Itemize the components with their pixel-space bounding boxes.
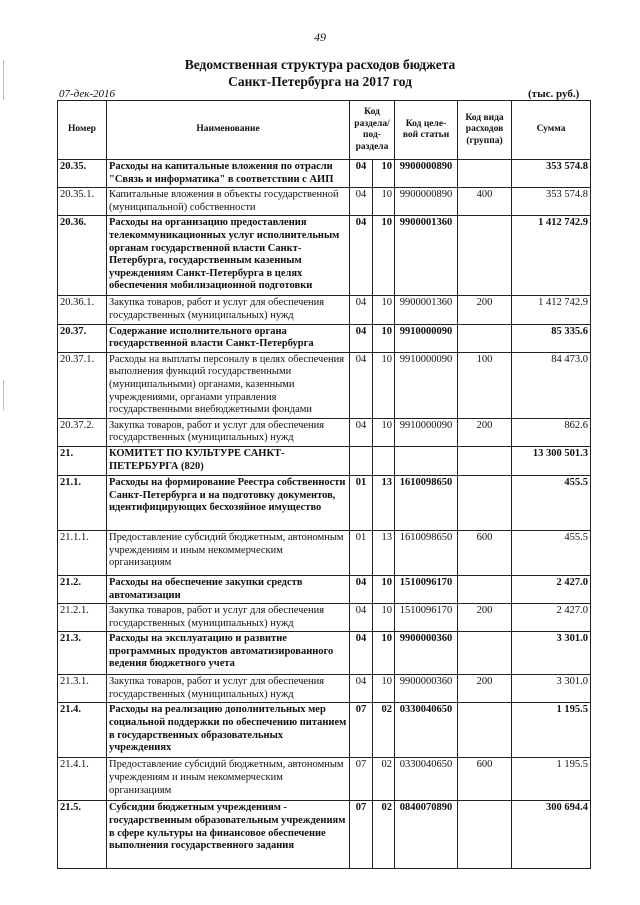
row-name: Закупка товаров, работ и услуг для обеспечения государственных (муниципальных) нужд [107,418,350,446]
table-row [58,801,591,869]
row-section-code: 04 [350,188,373,216]
row-number: 21.1.1. [58,530,107,575]
row-number: 21.5. [58,801,107,869]
row-name: КОМИТЕТ ПО КУЛЬТУРЕ САНКТ-ПЕТЕРБУРГА (820) [107,446,350,475]
row-expense-type [458,160,512,188]
row-target-code: 9910000090 [395,418,458,446]
row-target-code: 9900001360 [395,216,458,296]
row-section-code: 04 [350,675,373,703]
row-section-code: 07 [350,758,373,801]
row-name: Закупка товаров, работ и услуг для обеспечения государственных (муниципальных) нужд [107,296,350,324]
row-target-code: 1610098650 [395,475,458,530]
row-section-code: 07 [350,703,373,758]
row-sum: 455.5 [512,475,591,530]
table-row [58,703,591,758]
row-target-code: 9900000360 [395,675,458,703]
row-target-code: 0330040650 [395,758,458,801]
row-name: Расходы на организацию предоставления телекоммуникационных услуг исполнительным органам государственной власти Санкт-Петербурга, государственным казенным учреждениям Санкт-Петербурга в целях обеспечения мобилизационной подготовки [107,216,350,296]
row-target-code: 9910000090 [395,352,458,418]
row-subsection-code: 10 [373,604,395,632]
table-row [58,352,591,418]
table-row [58,530,591,575]
row-number: 21.3. [58,632,107,675]
row-target-code: 1510096170 [395,604,458,632]
table-row [58,160,591,188]
row-name: Предоставление субсидий бюджетным, автономным учреждениям и иным некоммерческим организациям [107,530,350,575]
row-sum: 353 574.8 [512,160,591,188]
row-number: 21.1. [58,475,107,530]
row-sum: 455.5 [512,530,591,575]
row-subsection-code: 10 [373,675,395,703]
row-sum: 1 195.5 [512,758,591,801]
table-row [58,675,591,703]
table-row [58,475,591,530]
row-expense-type [458,324,512,352]
table-row [58,604,591,632]
table-row [58,758,591,801]
row-name: Расходы на обеспечение закупки средств автоматизации [107,575,350,603]
row-section-code: 07 [350,801,373,869]
title-line-2: Санкт-Петербурга на 2017 год [228,74,412,89]
row-target-code: 1610098650 [395,530,458,575]
document-title [0,56,640,90]
row-expense-type: 200 [458,418,512,446]
row-subsection-code: 10 [373,188,395,216]
row-section-code: 04 [350,296,373,324]
table-row [58,296,591,324]
row-sum: 862.6 [512,418,591,446]
row-section-code: 04 [350,418,373,446]
row-sum: 300 694.4 [512,801,591,869]
title-line-1: Ведомственная структура расходов бюджета [184,57,456,72]
row-target-code: 1510096170 [395,575,458,603]
row-subsection-code: 10 [373,575,395,603]
row-subsection-code: 02 [373,801,395,869]
row-number: 21.2.1. [58,604,107,632]
row-name: Субсидии бюджетным учреждениям - государственным образовательным учреждениям в сфере культуры на финансовое обеспечение выполнения государственного задания [107,801,350,869]
row-number: 21.4.1. [58,758,107,801]
row-target-code: 9910000090 [395,324,458,352]
row-sum: 2 427.0 [512,575,591,603]
row-subsection-code: 10 [373,418,395,446]
row-target-code: 9900000890 [395,188,458,216]
document-date: 07-дек-2016 [59,88,116,100]
row-name: Расходы на эксплуатацию и развитие программных продуктов автоматизированного ведения бюджетного учета [107,632,350,675]
row-number: 20.37.2. [58,418,107,446]
margin-mark [3,60,4,100]
table-row [58,188,591,216]
table-row [58,216,591,296]
row-number: 20.36.1. [58,296,107,324]
table-row [58,446,591,475]
row-name: Капитальные вложения в объекты государственной (муниципальной) собственности [107,188,350,216]
row-number: 20.35.1. [58,188,107,216]
row-section-code: 04 [350,160,373,188]
header-number: Номер [58,101,107,160]
row-number: 21.2. [58,575,107,603]
row-subsection-code [373,446,395,475]
row-sum: 353 574.8 [512,188,591,216]
row-section-code: 04 [350,575,373,603]
header-row [58,101,591,160]
row-sum: 3 301.0 [512,632,591,675]
row-name: Расходы на капитальные вложения по отрасли "Связь и информатика" в соответствии с АИП [107,160,350,188]
row-number: 20.37.1. [58,352,107,418]
row-subsection-code: 02 [373,758,395,801]
row-subsection-code: 10 [373,632,395,675]
row-section-code: 04 [350,632,373,675]
row-subsection-code: 13 [373,475,395,530]
row-subsection-code: 02 [373,703,395,758]
row-number: 21.4. [58,703,107,758]
row-section-code: 04 [350,216,373,296]
row-name: Расходы на выплаты персоналу в целях обеспечения выполнения функций государственными (муниципальными) органами, казенными учреждениями, органами управления государственными внебюджетными фондами [107,352,350,418]
row-expense-type: 100 [458,352,512,418]
row-section-code [350,446,373,475]
row-subsection-code: 10 [373,160,395,188]
row-section-code: 01 [350,475,373,530]
row-sum: 1 195.5 [512,703,591,758]
row-name: Закупка товаров, работ и услуг для обеспечения государственных (муниципальных) нужд [107,604,350,632]
row-name: Предоставление субсидий бюджетным, автономным учреждениям и иным некоммерческим организациям [107,758,350,801]
row-expense-type [458,446,512,475]
row-section-code: 01 [350,530,373,575]
budget-table [57,100,591,869]
header-expense-type: Код вида расходов (группа) [458,101,512,160]
row-expense-type [458,475,512,530]
row-section-code: 04 [350,324,373,352]
row-target-code [395,446,458,475]
row-expense-type [458,216,512,296]
row-sum: 1 412 742.9 [512,216,591,296]
row-section-code: 04 [350,352,373,418]
row-number: 20.36. [58,216,107,296]
row-target-code: 0330040650 [395,703,458,758]
row-subsection-code: 10 [373,296,395,324]
row-sum: 84 473.0 [512,352,591,418]
row-expense-type [458,632,512,675]
row-target-code: 9900001360 [395,296,458,324]
row-subsection-code: 10 [373,352,395,418]
units-label: (тыс. руб.) [528,88,580,100]
row-expense-type: 200 [458,296,512,324]
table-row [58,324,591,352]
row-name: Содержание исполнительного органа государственной власти Санкт-Петербурга [107,324,350,352]
row-sum: 85 335.6 [512,324,591,352]
row-sum: 13 300 501.3 [512,446,591,475]
table-row [58,575,591,603]
row-sum: 3 301.0 [512,675,591,703]
row-target-code: 9900000890 [395,160,458,188]
header-section: Код раздела/ под- раздела [350,101,395,160]
row-number: 20.35. [58,160,107,188]
row-name: Закупка товаров, работ и услуг для обеспечения государственных (муниципальных) нужд [107,675,350,703]
row-sum: 1 412 742.9 [512,296,591,324]
row-expense-type [458,801,512,869]
row-subsection-code: 10 [373,324,395,352]
page-number: 49 [314,30,326,44]
header-name: Наименование [107,101,350,160]
row-target-code: 9900000360 [395,632,458,675]
row-expense-type: 600 [458,530,512,575]
row-section-code: 04 [350,604,373,632]
row-number: 21.3.1. [58,675,107,703]
row-target-code: 0840070890 [395,801,458,869]
row-sum: 2 427.0 [512,604,591,632]
row-expense-type [458,575,512,603]
table-row [58,632,591,675]
row-name: Расходы на реализацию дополнительных мер социальной поддержки по обеспечению питанием в государственных образовательных учреждениях [107,703,350,758]
row-expense-type: 600 [458,758,512,801]
row-expense-type [458,703,512,758]
row-expense-type: 200 [458,604,512,632]
table-row [58,418,591,446]
row-expense-type: 400 [458,188,512,216]
row-subsection-code: 13 [373,530,395,575]
row-expense-type: 200 [458,675,512,703]
row-subsection-code: 10 [373,216,395,296]
row-name: Расходы на формирование Реестра собственности Санкт-Петербурга и на подготовку документов, идентифицирующих бесхозяйное имущество [107,475,350,530]
header-target: Код целе- вой статьи [395,101,458,160]
margin-mark [3,380,4,410]
row-number: 21. [58,446,107,475]
header-sum: Сумма [512,101,591,160]
row-number: 20.37. [58,324,107,352]
